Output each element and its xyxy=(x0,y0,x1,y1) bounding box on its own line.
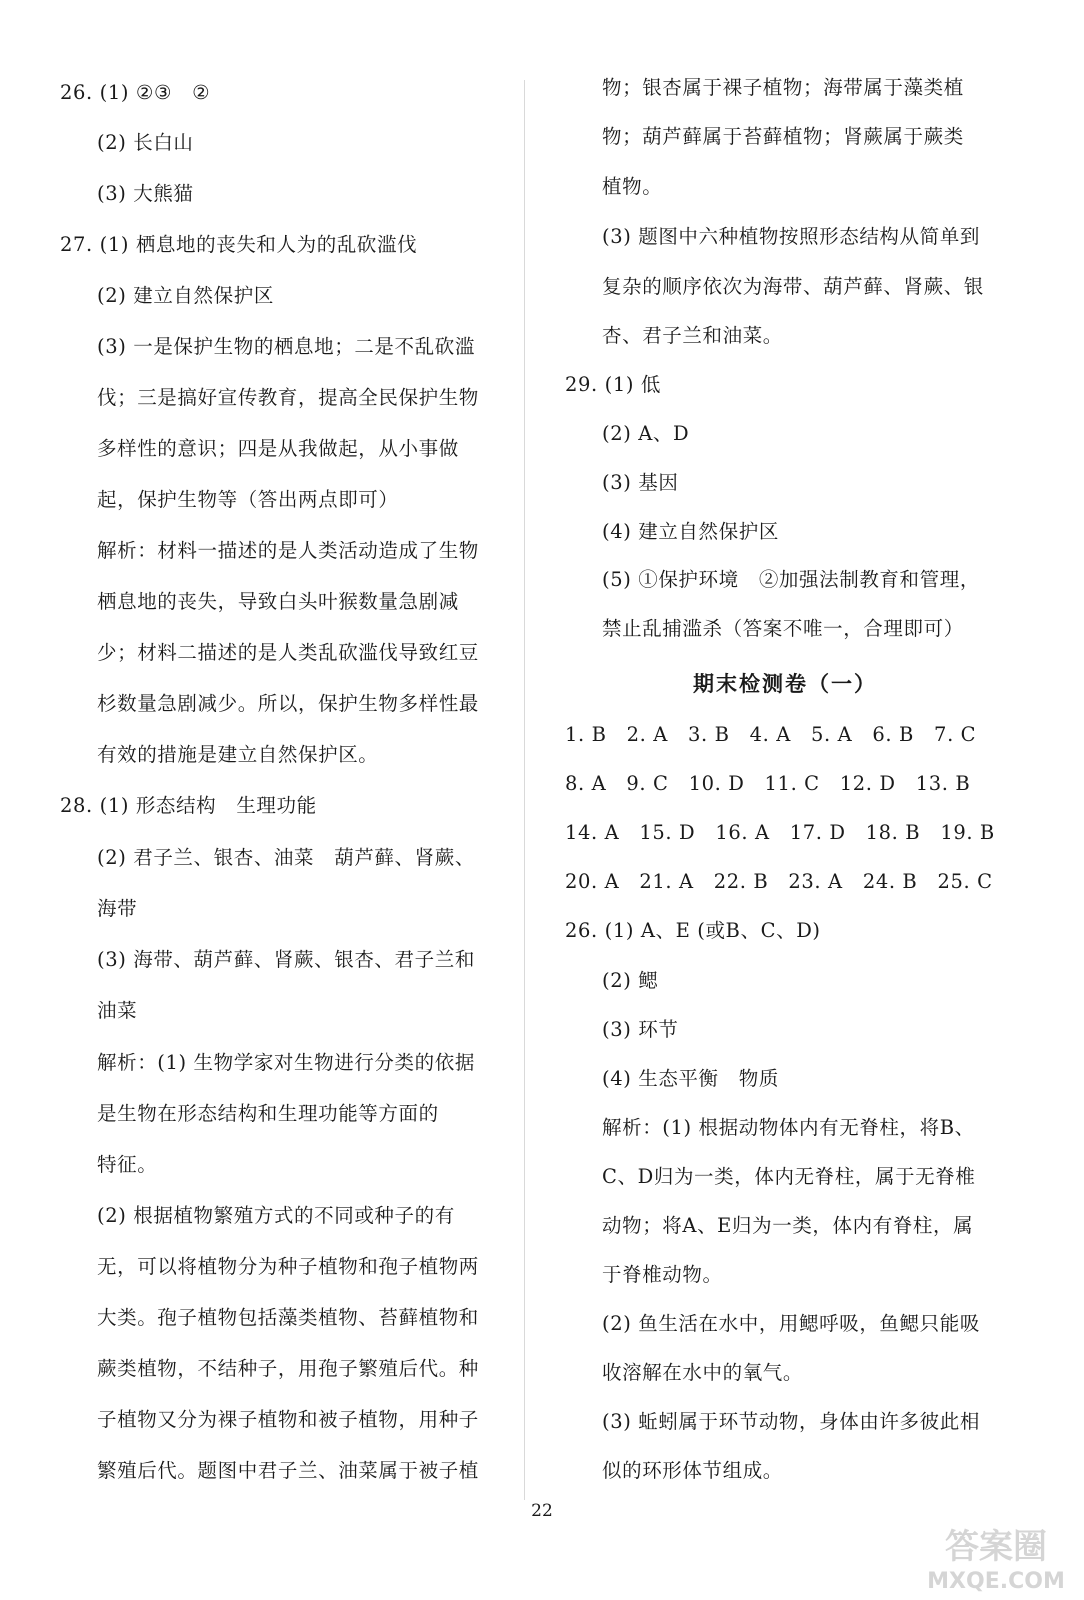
analysis-27-line: 少；材料二描述的是人类乱砍滥伐导致红豆 xyxy=(97,641,479,664)
answer-27-line: 起，保护生物等（答出两点即可） xyxy=(97,488,399,511)
answer-29-line: 禁止乱捕滥杀（答案不唯一，合理即可） xyxy=(602,617,964,640)
answer-29-2: (2) A、D xyxy=(602,422,690,445)
analysis-26b-line: (3) 蚯蚓属于环节动物，身体由许多彼此相 xyxy=(602,1410,980,1433)
answer-29-3: (3) 基因 xyxy=(602,471,679,494)
analysis-26b: 解析：(1) 根据动物体内有无脊柱，将B、 xyxy=(602,1116,975,1139)
answer-27-1: 27. (1) 栖息地的丧失和人为的乱砍滥伐 xyxy=(60,233,418,256)
analysis-28-line: 大类。孢子植物包括藻类植物、苔藓植物和 xyxy=(97,1306,479,1329)
analysis-26b-line: 动物；将A、E归为一类，体内有脊柱，属 xyxy=(602,1214,974,1237)
analysis-28-cont: 杏、君子兰和油菜。 xyxy=(602,324,783,347)
answer-27-3: (3) 一是保护生物的栖息地；二是不乱砍滥 xyxy=(97,335,475,358)
choice-answers-row: 14. A 15. D 16. A 17. D 18. B 19. B xyxy=(565,821,995,844)
analysis-26b-line: 收溶解在水中的氧气。 xyxy=(602,1361,804,1384)
analysis-26b-line: 于脊椎动物。 xyxy=(602,1263,723,1286)
analysis-28-line: 蕨类植物，不结种子，用孢子繁殖后代。种 xyxy=(97,1357,479,1380)
choice-answers-row: 8. A 9. C 10. D 11. C 12. D 13. B xyxy=(565,772,971,795)
section-title: 期末检测卷（一） xyxy=(693,671,877,696)
answer-26-3: (3) 大熊猫 xyxy=(97,182,194,205)
analysis-28-cont: 物；葫芦藓属于苔藓植物；肾蕨属于蕨类 xyxy=(602,125,964,148)
analysis-28-cont: (3) 题图中六种植物按照形态结构从简单到 xyxy=(602,225,980,248)
analysis-28-line: 子植物又分为裸子植物和被子植物，用种子 xyxy=(97,1408,479,1431)
analysis-26b-line: 似的环形体节组成。 xyxy=(602,1459,783,1482)
analysis-27-line: 栖息地的丧失，导致白头叶猴数量急剧减 xyxy=(97,590,459,613)
analysis-28-line: (2) 根据植物繁殖方式的不同或种子的有 xyxy=(97,1204,455,1227)
watermark-text: 答案圈 xyxy=(945,1527,1047,1567)
answer-28-1: 28. (1) 形态结构 生理功能 xyxy=(60,794,317,817)
answer-28-line: 海带 xyxy=(97,897,138,920)
column-divider xyxy=(524,80,525,1500)
analysis-27-line: 有效的措施是建立自然保护区。 xyxy=(97,743,379,766)
analysis-27-line: 杉数量急剧减少。所以，保护生物多样性最 xyxy=(97,692,479,715)
answer-26: 26. (1) ②③ ② xyxy=(60,81,211,104)
choice-answers-row: 20. A 21. A 22. B 23. A 24. B 25. C xyxy=(565,870,993,893)
analysis-28: 解析：(1) 生物学家对生物进行分类的依据 xyxy=(97,1051,475,1074)
answer-26b-1: 26. (1) A、E (或B、C、D) xyxy=(565,919,821,942)
answer-26b-3: (3) 环节 xyxy=(602,1018,679,1041)
choice-answers-row: 1. B 2. A 3. B 4. A 5. A 6. B 7. C xyxy=(565,723,977,746)
page-number: 22 xyxy=(531,1501,553,1521)
answer-27-2: (2) 建立自然保护区 xyxy=(97,284,274,307)
analysis-28-cont: 植物。 xyxy=(602,175,663,198)
analysis-26b-line: (2) 鱼生活在水中，用鳃呼吸，鱼鳃只能吸 xyxy=(602,1312,980,1335)
answer-29-5: (5) ①保护环境 ②加强法制教育和管理， xyxy=(602,568,980,591)
answer-28-2: (2) 君子兰、银杏、油菜 葫芦藓、肾蕨、 xyxy=(97,846,475,869)
answer-28-3: (3) 海带、葫芦藓、肾蕨、银杏、君子兰和 xyxy=(97,948,475,971)
analysis-28-line: 特征。 xyxy=(97,1153,158,1176)
answer-27-line: 伐；三是搞好宣传教育，提高全民保护生物 xyxy=(97,386,479,409)
analysis-28-cont: 物；银杏属于裸子植物；海带属于藻类植 xyxy=(602,76,964,99)
answer-26-2: (2) 长白山 xyxy=(97,131,194,154)
answer-29-4: (4) 建立自然保护区 xyxy=(602,520,779,543)
answer-26b-4: (4) 生态平衡 物质 xyxy=(602,1067,779,1090)
analysis-28-line: 无，可以将植物分为种子植物和孢子植物两 xyxy=(97,1255,479,1278)
analysis-26b-line: C、D归为一类，体内无脊柱，属于无脊椎 xyxy=(602,1165,976,1188)
analysis-27: 解析：材料一描述的是人类活动造成了生物 xyxy=(97,539,479,562)
answer-26b-2: (2) 鳃 xyxy=(602,969,659,992)
analysis-28-line: 是生物在形态结构和生理功能等方面的 xyxy=(97,1102,439,1125)
answer-29-1: 29. (1) 低 xyxy=(565,373,661,396)
watermark-logo xyxy=(916,1516,1076,1596)
analysis-28-cont: 复杂的顺序依次为海带、葫芦藓、肾蕨、银 xyxy=(602,275,984,298)
analysis-28-line: 繁殖后代。题图中君子兰、油菜属于被子植 xyxy=(97,1459,479,1482)
answer-27-line: 多样性的意识；四是从我做起，从小事做 xyxy=(97,437,459,460)
watermark-url: MXQE.COM xyxy=(927,1569,1065,1594)
answer-28-line: 油菜 xyxy=(97,999,138,1022)
